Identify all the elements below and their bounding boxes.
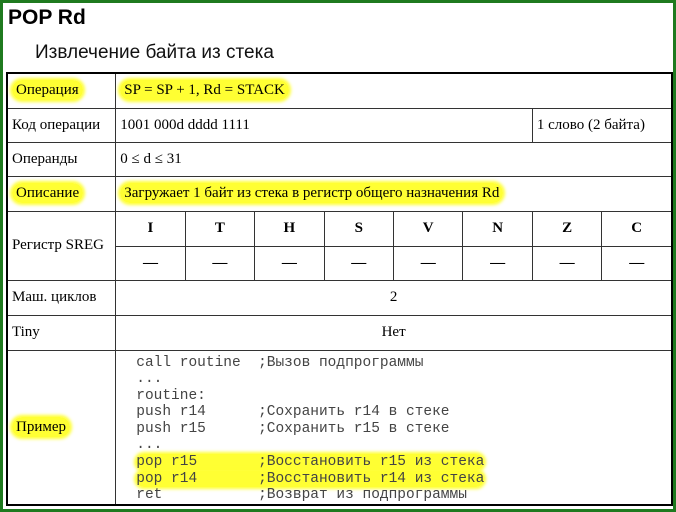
- page-title: POP Rd: [8, 6, 86, 29]
- opcode-value: 1001 000d dddd 1111: [116, 108, 533, 142]
- operands-value: 0 ≤ d ≤ 31: [116, 142, 672, 176]
- description-label-cell: [7, 176, 116, 211]
- sreg-flag-i: I: [116, 211, 185, 246]
- code-line: push r15 ;Сохранить r15 в стеке: [136, 420, 450, 437]
- code-line-highlighted: [136, 454, 671, 471]
- code-highlight: pop r14 ;Восстановить r14 из стека: [136, 470, 485, 487]
- sreg-value-h: —: [255, 246, 324, 280]
- example-code: [116, 351, 671, 504]
- description-label: Описание: [12, 183, 83, 203]
- operands-label: Операнды: [7, 142, 116, 176]
- sreg-value-c: —: [602, 246, 672, 280]
- code-line: push r14 ;Сохранить r14 в стеке: [136, 404, 450, 421]
- sreg-value-z: —: [532, 246, 602, 280]
- operation-value: SP = SP + 1, Rd = STACK: [120, 80, 289, 100]
- sreg-flag-s: S: [324, 211, 393, 246]
- sreg-flag-c: C: [602, 211, 672, 246]
- operation-label: Операция: [12, 80, 83, 100]
- sreg-value-n: —: [463, 246, 532, 280]
- code-line: ret ;Возврат из подпрограммы: [136, 487, 467, 504]
- instruction-table: [6, 72, 673, 506]
- code-line: routine:: [136, 387, 206, 404]
- row-cycles: [7, 280, 672, 315]
- code-line: ...: [136, 371, 163, 388]
- code-highlight: pop r15 ;Восстановить r15 из стека: [136, 454, 485, 471]
- page-subtitle: Извлечение байта из стека: [35, 42, 274, 63]
- opcode-label: Код операции: [7, 108, 116, 142]
- sreg-label: Регистр SREG: [7, 211, 116, 280]
- row-description: [7, 176, 672, 211]
- row-operation: [7, 73, 672, 108]
- sreg-value-i: —: [116, 246, 185, 280]
- opcode-size: 1 слово (2 байта): [532, 108, 672, 142]
- sreg-flag-n: N: [463, 211, 532, 246]
- description-value-cell: [116, 176, 672, 211]
- row-tiny: [7, 315, 672, 350]
- tiny-label: Tiny: [7, 315, 116, 350]
- sreg-value-v: —: [394, 246, 463, 280]
- operation-label-cell: [7, 73, 116, 108]
- sreg-value-t: —: [185, 246, 254, 280]
- cycles-value: 2: [116, 280, 672, 315]
- code-line-highlighted: [136, 471, 671, 488]
- sreg-flag-v: V: [394, 211, 463, 246]
- sreg-flag-z: Z: [532, 211, 602, 246]
- operation-value-cell: [116, 73, 672, 108]
- row-sreg-flags: [7, 211, 672, 246]
- example-label-cell: [7, 350, 116, 505]
- tiny-value: Нет: [116, 315, 672, 350]
- row-example: [7, 350, 672, 505]
- row-opcode: [7, 108, 672, 142]
- example-label: Пример: [12, 417, 70, 437]
- description-value: Загружает 1 байт из стека в регистр общего назначения Rd: [120, 183, 503, 203]
- sreg-value-s: —: [324, 246, 393, 280]
- code-line: call routine ;Вызов подпрограммы: [136, 354, 424, 371]
- example-code-cell: [116, 350, 672, 505]
- sreg-flag-h: H: [255, 211, 324, 246]
- row-operands: [7, 142, 672, 176]
- sreg-flag-t: T: [185, 211, 254, 246]
- code-line: ...: [136, 437, 163, 454]
- cycles-label: Маш. циклов: [7, 280, 116, 315]
